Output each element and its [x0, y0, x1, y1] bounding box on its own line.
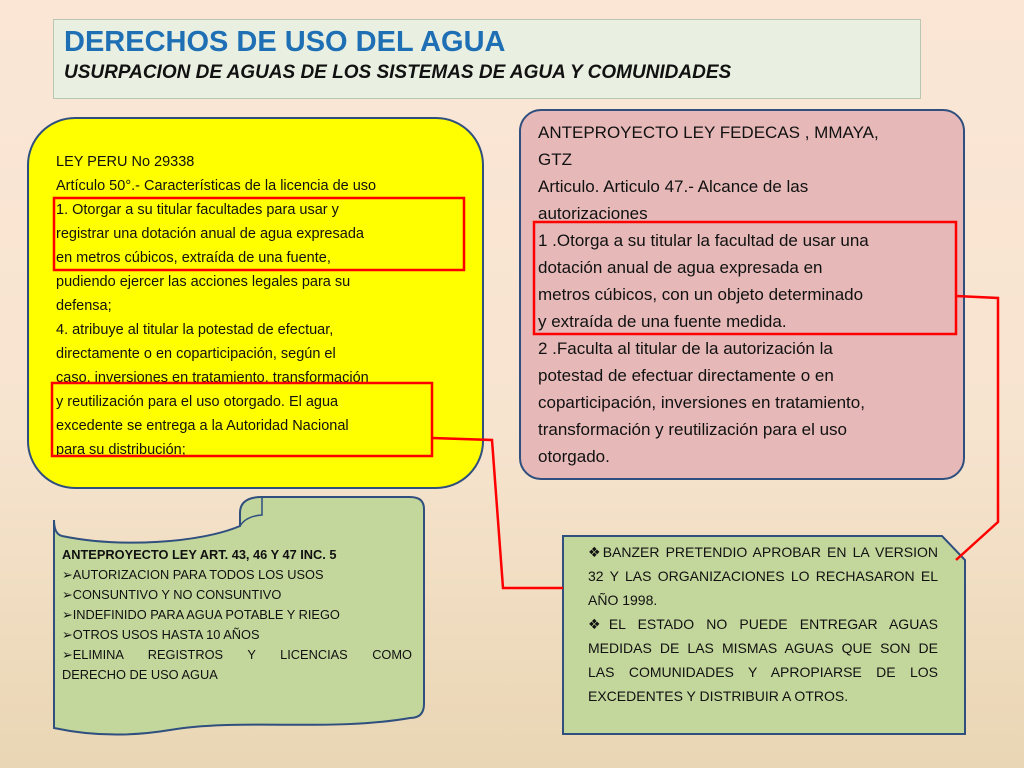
ley-peru-line: registrar una dotación anual de agua expresada: [56, 226, 364, 242]
fedecas-line: transformación y reutilización para el uso: [538, 420, 847, 439]
fedecas-line: dotación anual de agua expresada en: [538, 258, 823, 277]
fedecas-line: ANTEPROYECTO LEY FEDECAS , MMAYA,: [538, 123, 879, 142]
fedecas-line: otorgado.: [538, 447, 610, 466]
banzer-paragraph: ❖EL ESTADO NO PUEDE ENTREGAR AGUAS MEDIDAS DE LAS MISMAS AGUAS QUE SON DE LAS COMUNIDADES Y APROPIARSE DE LOS EXCEDENTES Y DISTRIBUIR A OTROS.: [588, 616, 938, 704]
anteproyecto-scroll-text: [62, 545, 412, 685]
fedecas-line: autorizaciones: [538, 204, 648, 223]
fedecas-line: potestad de efectuar directamente o en: [538, 366, 834, 385]
scroll-item: ➢CONSUNTIVO Y NO CONSUNTIVO: [62, 587, 282, 602]
ley-peru-line: para su distribución;: [56, 442, 186, 458]
connector-fedecas-to-note: [956, 296, 998, 560]
fedecas-line: 1 .Otorga a su titular la facultad de usar una: [538, 231, 869, 250]
fedecas-line: metros cúbicos, con un objeto determinado: [538, 285, 864, 304]
fedecas-line: 2 .Faculta al titular de la autorización la: [538, 339, 833, 358]
fedecas-line: y extraída de una fuente medida.: [538, 312, 787, 331]
slide-subtitle: USURPACION DE AGUAS DE LOS SISTEMAS DE AGUA Y COMUNIDADES: [64, 62, 732, 83]
highlight-rect-ley-excedente: [52, 383, 432, 456]
scroll-item: ➢AUTORIZACION PARA TODOS LOS USOS: [62, 567, 324, 582]
banzer-paragraph: ❖BANZER PRETENDIO APROBAR EN LA VERSION 32 Y LAS ORGANIZACIONES LO RECHASARON EL AÑO 1998.: [588, 544, 938, 608]
ley-peru-line: pudiendo ejercer las acciones legales para su: [56, 274, 351, 290]
slide-title: DERECHOS DE USO DEL AGUA: [64, 26, 506, 58]
ley-peru-line: caso, inversiones en tratamiento, transformación: [56, 370, 369, 386]
scroll-item: DERECHO DE USO AGUA: [62, 667, 218, 682]
highlight-rect-ley-point-1: [54, 198, 464, 270]
ley-peru-line: directamente o en coparticipación, según el: [56, 346, 336, 362]
scroll-item: ➢ELIMINA REGISTROS Y LICENCIAS COMO: [62, 647, 412, 662]
ley-peru-line: 4. atribuye al titular la potestad de efectuar,: [56, 322, 334, 338]
fedecas-line: coparticipación, inversiones en tratamiento,: [538, 393, 865, 412]
connector-ley-to-note: [432, 438, 563, 588]
ley-peru-line: defensa;: [56, 298, 112, 314]
highlight-rect-fedecas-point-1: [534, 222, 956, 334]
ley-peru-line: en metros cúbicos, extraída de una fuente,: [56, 250, 331, 266]
scroll-heading: ANTEPROYECTO LEY ART. 43, 46 Y 47 INC. 5: [62, 547, 337, 562]
scroll-item: ➢INDEFINIDO PARA AGUA POTABLE Y RIEGO: [62, 607, 340, 622]
fedecas-line: Articulo. Articulo 47.- Alcance de las: [538, 177, 809, 196]
fedecas-line: GTZ: [538, 150, 572, 169]
ley-peru-line: excedente se entrega a la Autoridad Nacional: [56, 418, 349, 434]
ley-peru-line: 1. Otorgar a su titular facultades para usar y: [56, 202, 339, 218]
ley-peru-line: LEY PERU No 29338: [56, 154, 195, 170]
ley-peru-line: y reutilización para el uso otorgado. El agua: [56, 394, 339, 410]
ley-peru-line: Artículo 50°.- Características de la licencia de uso: [56, 178, 377, 194]
banzer-note-text: [588, 540, 938, 708]
scroll-item: ➢OTROS USOS HASTA 10 AÑOS: [62, 627, 260, 642]
